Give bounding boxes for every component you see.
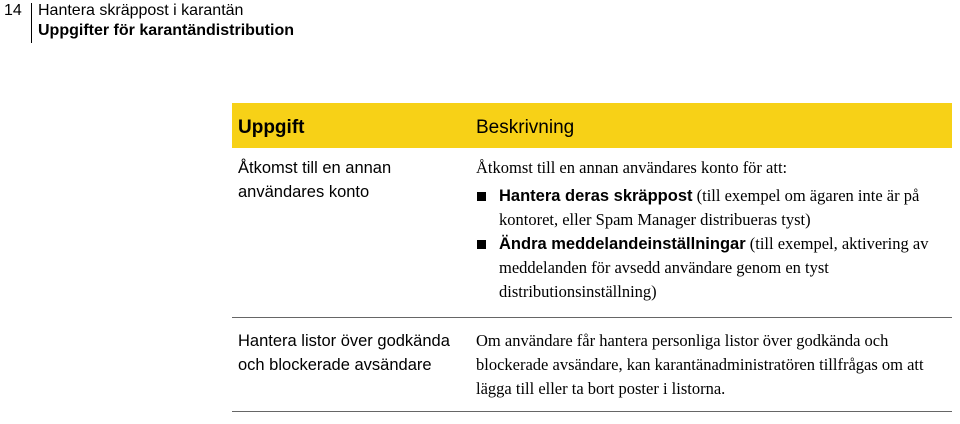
header-divider — [31, 3, 32, 43]
table-header-row — [232, 103, 952, 148]
list-item-bold: Ändra meddelandeinställningar — [499, 235, 746, 253]
bullet-square-icon — [477, 192, 486, 201]
page-number: 14 — [4, 2, 22, 19]
table-row — [232, 318, 952, 412]
task-cell: Åtkomst till en annan användares konto — [238, 159, 392, 201]
bullet-list — [476, 184, 946, 304]
description-cell — [470, 329, 952, 401]
task-table — [232, 103, 952, 412]
bullet-square-icon — [477, 240, 486, 249]
list-item-text: (till exempel, aktivering av meddelanden för avsedd användare genom en tyst distributionsinställning) — [499, 234, 929, 301]
description-intro: Åtkomst till en annan användares konto för att: — [476, 158, 788, 177]
list-item-text: (till exempel om ägaren inte är på kontoret, eller Spam Manager distribueras tyst) — [499, 186, 920, 229]
description-cell — [470, 156, 952, 304]
chapter-title: Hantera skräppost i karantän — [38, 2, 244, 19]
column-header-description: Beskrivning — [476, 117, 575, 138]
section-title: Uppgifter för karantändistribution — [38, 22, 294, 39]
column-header-task: Uppgift — [238, 117, 305, 138]
list-item — [476, 232, 946, 304]
description-text: Om användare får hantera personliga listor över godkända och blockerade avsändare, kan karantänadministratören tillfrågas om att lägga till eller ta bort poster i listorna. — [476, 331, 924, 398]
list-item — [476, 184, 946, 232]
table-row — [232, 148, 952, 318]
list-item-bold: Hantera deras skräppost — [499, 187, 693, 205]
task-cell: Hantera listor över godkända och blockerade avsändare — [238, 332, 450, 374]
running-head — [38, 1, 294, 41]
